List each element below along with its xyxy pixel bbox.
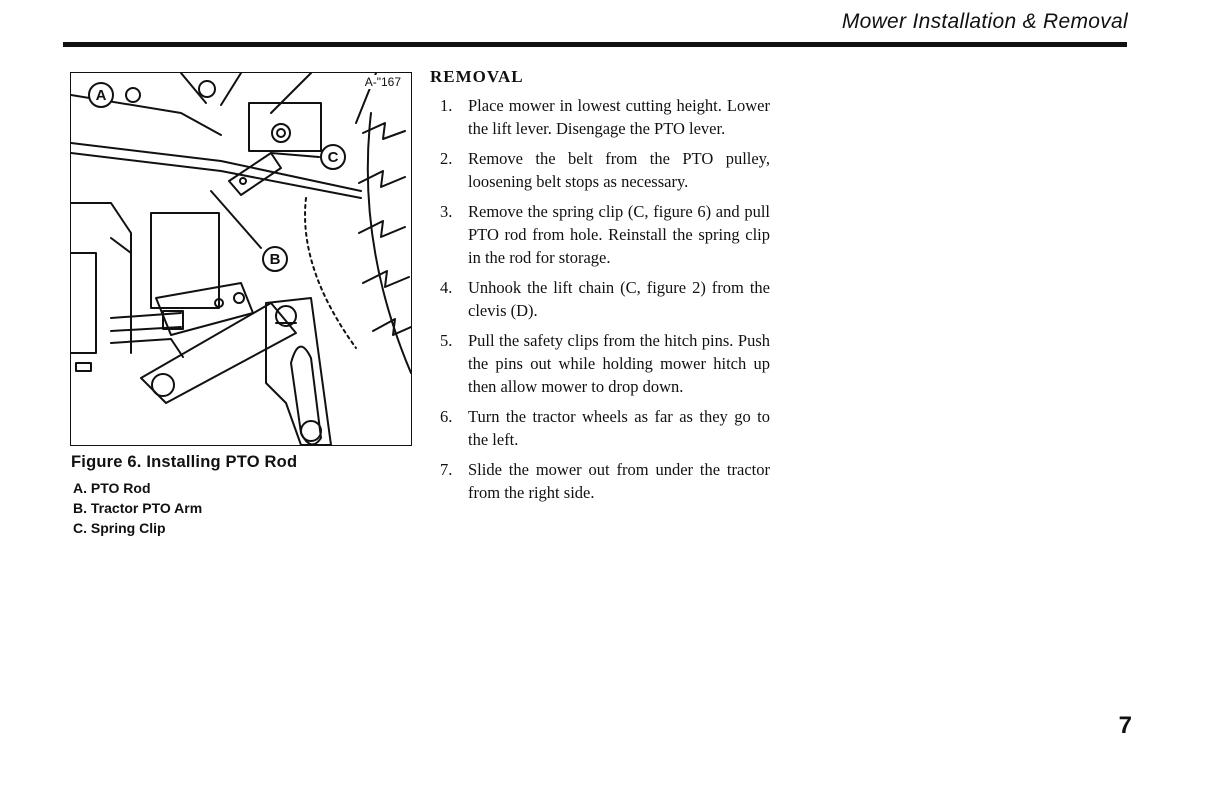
- step-text: Place mower in lowest cutting height. Lower the lift lever. Disengage the PTO lever.: [468, 96, 770, 138]
- pto-rod-diagram: [71, 73, 411, 445]
- page-number: 7: [1118, 712, 1132, 739]
- figure-legend: [71, 478, 297, 538]
- step-number: 7.: [440, 460, 453, 479]
- step-text: Remove the spring clip (C, figure 6) and pull PTO rod from hole. Reinstall the spring clip in the rod for storage.: [468, 202, 770, 267]
- removal-step: [440, 405, 770, 451]
- step-number: 5.: [440, 331, 453, 350]
- removal-step: [440, 94, 770, 140]
- callout-a: A: [95, 87, 107, 104]
- legend-item-b: B. Tractor PTO Arm: [73, 500, 203, 516]
- legend-item-c: C. Spring Clip: [73, 520, 166, 536]
- removal-step: [440, 458, 770, 504]
- removal-step: [440, 329, 770, 398]
- step-number: 2.: [440, 149, 453, 168]
- step-text: Turn the tractor wheels as far as they go to the left.: [468, 407, 770, 449]
- removal-steps: [440, 94, 770, 511]
- legend-item-a: A. PTO Rod: [73, 480, 151, 496]
- removal-step: [440, 147, 770, 193]
- step-text: Slide the mower out from under the tractor from the right side.: [468, 460, 770, 502]
- step-number: 1.: [440, 96, 453, 115]
- section-title: REMOVAL: [430, 67, 524, 86]
- removal-step: [440, 200, 770, 269]
- callout-b: B: [269, 251, 281, 268]
- figure-code: A-"167: [364, 75, 401, 89]
- step-text: Unhook the lift chain (C, figure 2) from the clevis (D).: [468, 278, 770, 320]
- step-text: Pull the safety clips from the hitch pins. Push the pins out while holding mower hitch up then allow mower to drop down.: [468, 331, 770, 396]
- figure-caption: [71, 453, 297, 538]
- callout-c: C: [327, 149, 339, 166]
- step-number: 3.: [440, 202, 453, 221]
- removal-step: [440, 276, 770, 322]
- header-rule: [63, 42, 1127, 47]
- step-number: 4.: [440, 278, 453, 297]
- figure-illustration: [70, 72, 412, 446]
- caption-title: Figure 6. Installing PTO Rod: [71, 453, 298, 471]
- header-title: Mower Installation & Removal: [841, 10, 1128, 33]
- step-number: 6.: [440, 407, 453, 426]
- step-text: Remove the belt from the PTO pulley, loosening belt stops as necessary.: [468, 149, 770, 191]
